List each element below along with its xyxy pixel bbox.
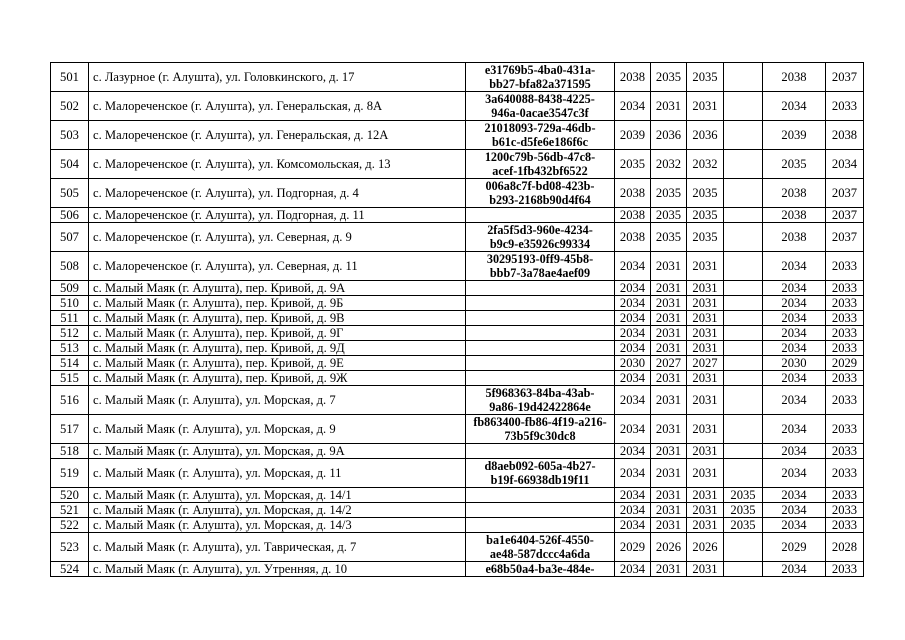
year-cell	[724, 341, 763, 356]
year-cell: 2034	[763, 459, 826, 488]
year-cell: 2034	[763, 488, 826, 503]
guid-line: ae48-587dccc4a6da	[489, 547, 591, 561]
year-cell: 2034	[615, 488, 651, 503]
guid-cell	[466, 459, 615, 488]
address-cell: с. Малый Маяк (г. Алушта), пер. Кривой, д. 9В	[89, 311, 466, 326]
year-cell: 2037	[826, 179, 864, 208]
year-cell: 2038	[763, 63, 826, 92]
year-cell: 2034	[615, 518, 651, 533]
table-row	[51, 444, 864, 459]
year-cell: 2037	[826, 223, 864, 252]
year-cell: 2031	[651, 311, 687, 326]
year-cell	[724, 386, 763, 415]
year-cell: 2034	[763, 415, 826, 444]
year-cell	[724, 326, 763, 341]
guid-cell	[466, 281, 615, 296]
guid-cell	[466, 311, 615, 326]
year-cell: 2031	[651, 326, 687, 341]
table-row	[51, 150, 864, 179]
guid-line: 946a-0acae3547c3f	[491, 106, 589, 120]
year-cell: 2031	[651, 488, 687, 503]
year-cell: 2026	[651, 533, 687, 562]
year-cell: 2034	[615, 459, 651, 488]
address-cell: с. Малореченское (г. Алушта), ул. Подгорная, д. 4	[89, 179, 466, 208]
year-cell: 2031	[687, 518, 724, 533]
address-cell: с. Малый Маяк (г. Алушта), ул. Морская, д. 11	[89, 459, 466, 488]
row-number: 508	[51, 252, 89, 281]
table-row	[51, 92, 864, 121]
year-cell: 2035	[615, 150, 651, 179]
year-cell: 2031	[687, 503, 724, 518]
guid-cell	[466, 121, 615, 150]
year-cell: 2035	[651, 63, 687, 92]
year-cell: 2027	[651, 356, 687, 371]
address-cell: с. Малый Маяк (г. Алушта), пер. Кривой, д. 9Г	[89, 326, 466, 341]
address-cell: с. Малый Маяк (г. Алушта), пер. Кривой, д. 9Б	[89, 296, 466, 311]
address-cell: с. Малореченское (г. Алушта), ул. Генеральская, д. 12А	[89, 121, 466, 150]
year-cell	[724, 459, 763, 488]
row-number: 520	[51, 488, 89, 503]
year-cell: 2027	[687, 356, 724, 371]
address-cell: с. Лазурное (г. Алушта), ул. Головкинского, д. 17	[89, 63, 466, 92]
row-number: 510	[51, 296, 89, 311]
year-cell: 2034	[763, 341, 826, 356]
row-number: 514	[51, 356, 89, 371]
guid-cell	[466, 92, 615, 121]
year-cell: 2039	[763, 121, 826, 150]
guid-line: b9c9-e35926c99334	[489, 237, 591, 251]
year-cell: 2033	[826, 252, 864, 281]
year-cell: 2035	[687, 223, 724, 252]
year-cell: 2031	[651, 562, 687, 577]
table-row	[51, 488, 864, 503]
year-cell: 2031	[687, 326, 724, 341]
year-cell: 2031	[687, 371, 724, 386]
address-cell: с. Малый Маяк (г. Алушта), ул. Морская, д. 9А	[89, 444, 466, 459]
row-number: 509	[51, 281, 89, 296]
year-cell: 2034	[763, 326, 826, 341]
guid-cell	[466, 444, 615, 459]
guid-cell	[466, 386, 615, 415]
year-cell: 2038	[763, 208, 826, 223]
year-cell: 2034	[615, 92, 651, 121]
year-cell	[724, 150, 763, 179]
year-cell: 2031	[687, 488, 724, 503]
year-cell: 2031	[687, 562, 724, 577]
year-cell: 2035	[724, 488, 763, 503]
guid-line: 1200c79b-56db-47c8-	[484, 150, 596, 164]
row-number: 504	[51, 150, 89, 179]
year-cell: 2031	[651, 92, 687, 121]
year-cell: 2038	[615, 63, 651, 92]
year-cell: 2038	[763, 179, 826, 208]
year-cell	[724, 63, 763, 92]
table-row	[51, 63, 864, 92]
year-cell	[724, 311, 763, 326]
year-cell: 2031	[687, 459, 724, 488]
year-cell: 2029	[615, 533, 651, 562]
year-cell: 2037	[826, 208, 864, 223]
year-cell: 2034	[615, 296, 651, 311]
year-cell: 2028	[826, 533, 864, 562]
guid-line: bbb7-3a78ae4aef09	[489, 266, 591, 280]
guid-line: ba1e6404-526f-4550-	[486, 533, 594, 547]
row-number: 511	[51, 311, 89, 326]
year-cell: 2036	[687, 121, 724, 150]
row-number: 519	[51, 459, 89, 488]
guid-line: acef-1fb432bf6522	[492, 164, 588, 178]
year-cell: 2031	[687, 444, 724, 459]
guid-cell	[466, 63, 615, 92]
year-cell: 2031	[651, 503, 687, 518]
year-cell: 2033	[826, 386, 864, 415]
year-cell: 2035	[651, 179, 687, 208]
table-row	[51, 208, 864, 223]
table-row	[51, 371, 864, 386]
row-number: 501	[51, 63, 89, 92]
year-cell: 2033	[826, 459, 864, 488]
year-cell: 2034	[763, 281, 826, 296]
year-cell	[724, 252, 763, 281]
guid-line: b293-2168b90d4f64	[489, 193, 591, 207]
guid-line: 5f968363-84ba-43ab-	[485, 386, 595, 400]
year-cell: 2031	[687, 252, 724, 281]
address-cell: с. Малый Маяк (г. Алушта), ул. Морская, д. 14/2	[89, 503, 466, 518]
year-cell: 2030	[763, 356, 826, 371]
guid-cell	[466, 488, 615, 503]
year-cell: 2031	[651, 341, 687, 356]
year-cell	[724, 444, 763, 459]
year-cell: 2033	[826, 311, 864, 326]
table-row	[51, 223, 864, 252]
guid-line: 73b5f9c30dc8	[504, 429, 576, 443]
row-number: 505	[51, 179, 89, 208]
year-cell	[724, 562, 763, 577]
year-cell: 2026	[687, 533, 724, 562]
table-row	[51, 179, 864, 208]
row-number: 512	[51, 326, 89, 341]
year-cell: 2035	[651, 223, 687, 252]
year-cell	[724, 533, 763, 562]
address-cell: с. Малый Маяк (г. Алушта), ул. Утренняя, д. 10	[89, 562, 466, 577]
row-number: 503	[51, 121, 89, 150]
table-row	[51, 503, 864, 518]
table-row	[51, 533, 864, 562]
year-cell: 2031	[651, 518, 687, 533]
year-cell: 2034	[763, 371, 826, 386]
table-row	[51, 415, 864, 444]
year-cell: 2031	[687, 341, 724, 356]
row-number: 524	[51, 562, 89, 577]
table-row	[51, 326, 864, 341]
guid-line: bb27-bfa82a371595	[489, 77, 591, 91]
guid-cell	[466, 341, 615, 356]
guid-cell	[466, 223, 615, 252]
year-cell: 2034	[615, 371, 651, 386]
table-row	[51, 296, 864, 311]
row-number: 521	[51, 503, 89, 518]
row-number: 522	[51, 518, 89, 533]
year-cell: 2029	[826, 356, 864, 371]
year-cell: 2039	[615, 121, 651, 150]
year-cell: 2031	[651, 459, 687, 488]
year-cell	[724, 121, 763, 150]
year-cell: 2034	[763, 503, 826, 518]
year-cell: 2033	[826, 281, 864, 296]
table-row	[51, 311, 864, 326]
address-cell: с. Малый Маяк (г. Алушта), пер. Кривой, д. 9Ж	[89, 371, 466, 386]
guid-line: 21018093-729a-46db-	[484, 121, 596, 135]
year-cell: 2034	[615, 341, 651, 356]
year-cell: 2037	[826, 63, 864, 92]
year-cell: 2038	[615, 208, 651, 223]
year-cell: 2035	[687, 63, 724, 92]
year-cell: 2034	[615, 415, 651, 444]
year-cell: 2035	[724, 503, 763, 518]
guid-line: e31769b5-4ba0-431a-	[484, 63, 596, 77]
year-cell: 2031	[651, 386, 687, 415]
year-cell: 2031	[687, 281, 724, 296]
table-row	[51, 386, 864, 415]
guid-line: fb863400-fb86-4f19-a216-	[473, 415, 607, 429]
guid-cell	[466, 562, 615, 577]
year-cell: 2031	[687, 311, 724, 326]
year-cell	[724, 281, 763, 296]
guid-line: 006a8c7f-bd08-423b-	[485, 179, 595, 193]
year-cell: 2038	[615, 179, 651, 208]
year-cell: 2034	[763, 518, 826, 533]
year-cell: 2038	[826, 121, 864, 150]
address-cell: с. Малый Маяк (г. Алушта), пер. Кривой, д. 9А	[89, 281, 466, 296]
guid-line: 30295193-0ff9-45b8-	[486, 252, 594, 266]
year-cell: 2031	[687, 296, 724, 311]
address-cell: с. Малый Маяк (г. Алушта), ул. Морская, д. 7	[89, 386, 466, 415]
year-cell	[724, 223, 763, 252]
year-cell: 2033	[826, 488, 864, 503]
guid-cell	[466, 415, 615, 444]
table-row	[51, 281, 864, 296]
year-cell: 2034	[615, 326, 651, 341]
year-cell: 2034	[763, 296, 826, 311]
year-cell: 2035	[763, 150, 826, 179]
year-cell: 2034	[763, 252, 826, 281]
row-number: 507	[51, 223, 89, 252]
year-cell: 2034	[615, 386, 651, 415]
guid-line: 2fa5f5d3-960e-4234-	[487, 223, 593, 237]
guid-line: d8aeb092-605a-4b27-	[484, 459, 596, 473]
year-cell: 2034	[615, 562, 651, 577]
year-cell: 2031	[651, 444, 687, 459]
year-cell	[724, 92, 763, 121]
year-cell: 2034	[615, 252, 651, 281]
row-number: 518	[51, 444, 89, 459]
year-cell	[724, 296, 763, 311]
table-row	[51, 562, 864, 577]
year-cell	[724, 208, 763, 223]
year-cell: 2033	[826, 371, 864, 386]
year-cell: 2031	[687, 415, 724, 444]
year-cell: 2032	[651, 150, 687, 179]
guid-cell	[466, 533, 615, 562]
year-cell: 2035	[687, 208, 724, 223]
row-number: 517	[51, 415, 89, 444]
year-cell: 2033	[826, 503, 864, 518]
year-cell: 2038	[615, 223, 651, 252]
guid-line: b19f-66938db19f11	[490, 473, 590, 487]
year-cell: 2032	[687, 150, 724, 179]
year-cell: 2034	[615, 281, 651, 296]
guid-line: 9a86-19d42422864e	[489, 400, 591, 414]
guid-cell	[466, 252, 615, 281]
year-cell: 2034	[615, 444, 651, 459]
guid-cell	[466, 179, 615, 208]
year-cell: 2035	[687, 179, 724, 208]
year-cell: 2035	[724, 518, 763, 533]
guid-cell	[466, 356, 615, 371]
year-cell: 2033	[826, 444, 864, 459]
address-cell: с. Малореченское (г. Алушта), ул. Комсомольская, д. 13	[89, 150, 466, 179]
table-row	[51, 459, 864, 488]
guid-line: b61c-d5fe6e186f6c	[491, 135, 589, 149]
year-cell: 2031	[651, 415, 687, 444]
year-cell: 2034	[763, 92, 826, 121]
year-cell: 2033	[826, 326, 864, 341]
year-cell: 2033	[826, 518, 864, 533]
guid-line: e68b50a4-ba3e-484e-	[485, 562, 595, 576]
guid-cell	[466, 296, 615, 311]
year-cell: 2031	[687, 92, 724, 121]
row-number: 502	[51, 92, 89, 121]
year-cell: 2031	[651, 252, 687, 281]
guid-cell	[466, 326, 615, 341]
address-cell: с. Малореченское (г. Алушта), ул. Подгорная, д. 11	[89, 208, 466, 223]
table-row	[51, 341, 864, 356]
housing-table	[50, 62, 864, 577]
year-cell: 2038	[763, 223, 826, 252]
year-cell	[724, 179, 763, 208]
year-cell: 2031	[651, 281, 687, 296]
table-row	[51, 356, 864, 371]
year-cell: 2034	[763, 562, 826, 577]
address-cell: с. Малый Маяк (г. Алушта), ул. Морская, д. 14/1	[89, 488, 466, 503]
guid-cell	[466, 371, 615, 386]
row-number: 523	[51, 533, 89, 562]
year-cell: 2034	[615, 503, 651, 518]
table-row	[51, 518, 864, 533]
year-cell: 2031	[687, 386, 724, 415]
guid-cell	[466, 150, 615, 179]
year-cell: 2034	[826, 150, 864, 179]
year-cell: 2033	[826, 562, 864, 577]
table-row	[51, 121, 864, 150]
row-number: 515	[51, 371, 89, 386]
year-cell: 2034	[763, 386, 826, 415]
year-cell: 2035	[651, 208, 687, 223]
year-cell	[724, 371, 763, 386]
row-number: 506	[51, 208, 89, 223]
address-cell: с. Малый Маяк (г. Алушта), пер. Кривой, д. 9Е	[89, 356, 466, 371]
year-cell: 2034	[615, 311, 651, 326]
year-cell: 2029	[763, 533, 826, 562]
year-cell: 2033	[826, 341, 864, 356]
year-cell: 2033	[826, 415, 864, 444]
year-cell: 2034	[763, 311, 826, 326]
year-cell: 2033	[826, 92, 864, 121]
guid-cell	[466, 208, 615, 223]
guid-cell	[466, 503, 615, 518]
year-cell	[724, 356, 763, 371]
address-cell: с. Малореченское (г. Алушта), ул. Северная, д. 11	[89, 252, 466, 281]
year-cell: 2031	[651, 296, 687, 311]
address-cell: с. Малый Маяк (г. Алушта), пер. Кривой, д. 9Д	[89, 341, 466, 356]
year-cell	[724, 415, 763, 444]
address-cell: с. Малый Маяк (г. Алушта), ул. Таврическая, д. 7	[89, 533, 466, 562]
year-cell: 2036	[651, 121, 687, 150]
address-cell: с. Малореченское (г. Алушта), ул. Северная, д. 9	[89, 223, 466, 252]
year-cell: 2031	[651, 371, 687, 386]
table-row	[51, 252, 864, 281]
address-cell: с. Малый Маяк (г. Алушта), ул. Морская, д. 14/3	[89, 518, 466, 533]
address-cell: с. Малореченское (г. Алушта), ул. Генеральская, д. 8А	[89, 92, 466, 121]
address-cell: с. Малый Маяк (г. Алушта), ул. Морская, д. 9	[89, 415, 466, 444]
guid-line: 3a640088-8438-4225-	[485, 92, 595, 106]
year-cell: 2033	[826, 296, 864, 311]
year-cell: 2034	[763, 444, 826, 459]
year-cell: 2030	[615, 356, 651, 371]
row-number: 516	[51, 386, 89, 415]
row-number: 513	[51, 341, 89, 356]
guid-cell	[466, 518, 615, 533]
